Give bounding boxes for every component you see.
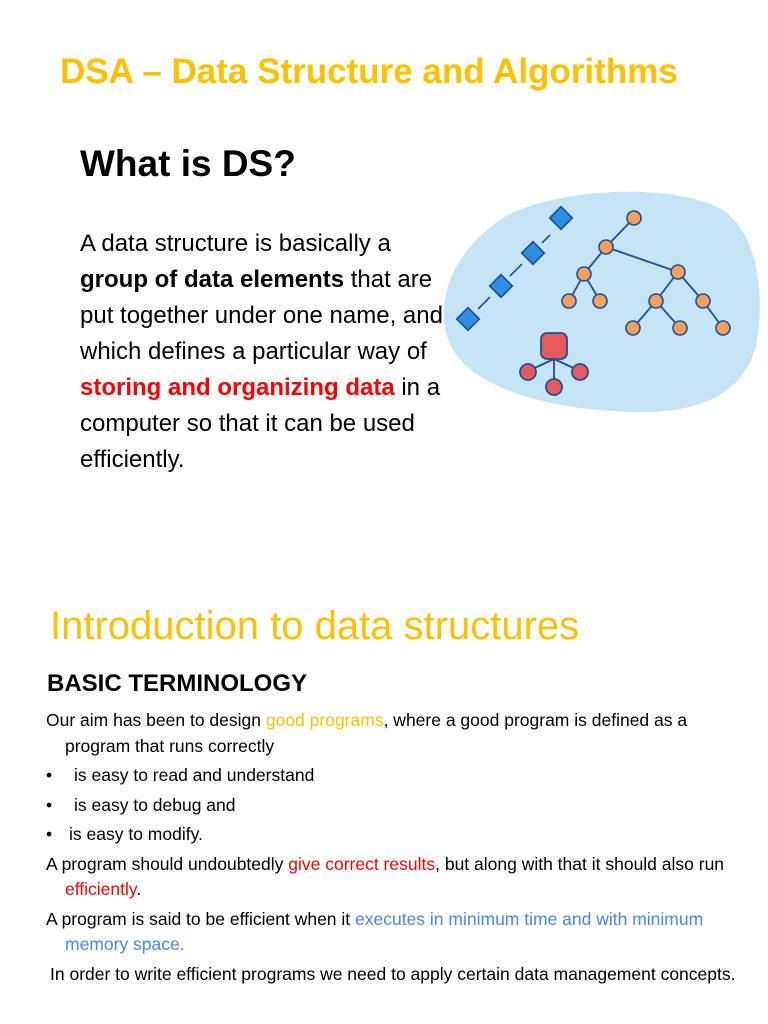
terminology-body (46, 708, 746, 991)
intro-heading: Introduction to data structures (50, 604, 580, 648)
efficient-paragraph (46, 907, 746, 958)
bullet-icon: • (46, 824, 53, 844)
ds-text-1: A data structure is basically a (80, 230, 391, 257)
list-item (46, 822, 746, 848)
bullet-icon: • (46, 765, 53, 785)
page-title: DSA – Data Structure and Algorithms (60, 52, 678, 91)
correct-text-3: . (136, 879, 142, 899)
aim-highlight: good programs (265, 710, 384, 730)
bullet-text: is easy to read and understand (74, 765, 315, 785)
ds-highlight-text: storing and organizing data (80, 374, 395, 401)
correct-highlight-1: give correct results (288, 853, 436, 874)
aim-text-2: , where a good program is defined as a program that runs correctly (65, 710, 688, 756)
section-heading-what-is-ds: What is DS? (80, 143, 296, 184)
bullet-text: is easy to debug and (74, 794, 236, 815)
bullet-icon: • (46, 794, 53, 815)
aim-paragraph (46, 708, 746, 759)
ds-bold-text: group of data elements (80, 266, 345, 293)
bullet-text: is easy to modify. (69, 824, 203, 844)
aim-text-1: Our aim has been to design (46, 710, 266, 730)
efficient-text-1: A program is said to be efficient when it (46, 908, 356, 929)
list-item (46, 763, 746, 789)
correct-highlight-2: efficiently (65, 879, 137, 899)
list-item (46, 793, 746, 819)
ds-text-3: in a computer so that it can be used efficiently. (80, 374, 441, 473)
basic-terminology-heading: BASIC TERMINOLOGY (47, 670, 308, 697)
data-structures-illustration-icon (438, 185, 763, 420)
correct-text-1: A program should undoubtedly (46, 853, 289, 874)
management-paragraph: In order to write efficient programs we need to apply certain data management concepts. (50, 963, 736, 984)
efficient-highlight: executes in minimum time and with minimum memory space. (65, 908, 704, 954)
ds-definition-paragraph (80, 226, 450, 478)
correct-results-paragraph (46, 852, 746, 903)
correct-text-2: , but along with that it should also run (435, 853, 725, 874)
ds-text-2: that are put together under one name, and which defines a particular way of (80, 266, 443, 365)
